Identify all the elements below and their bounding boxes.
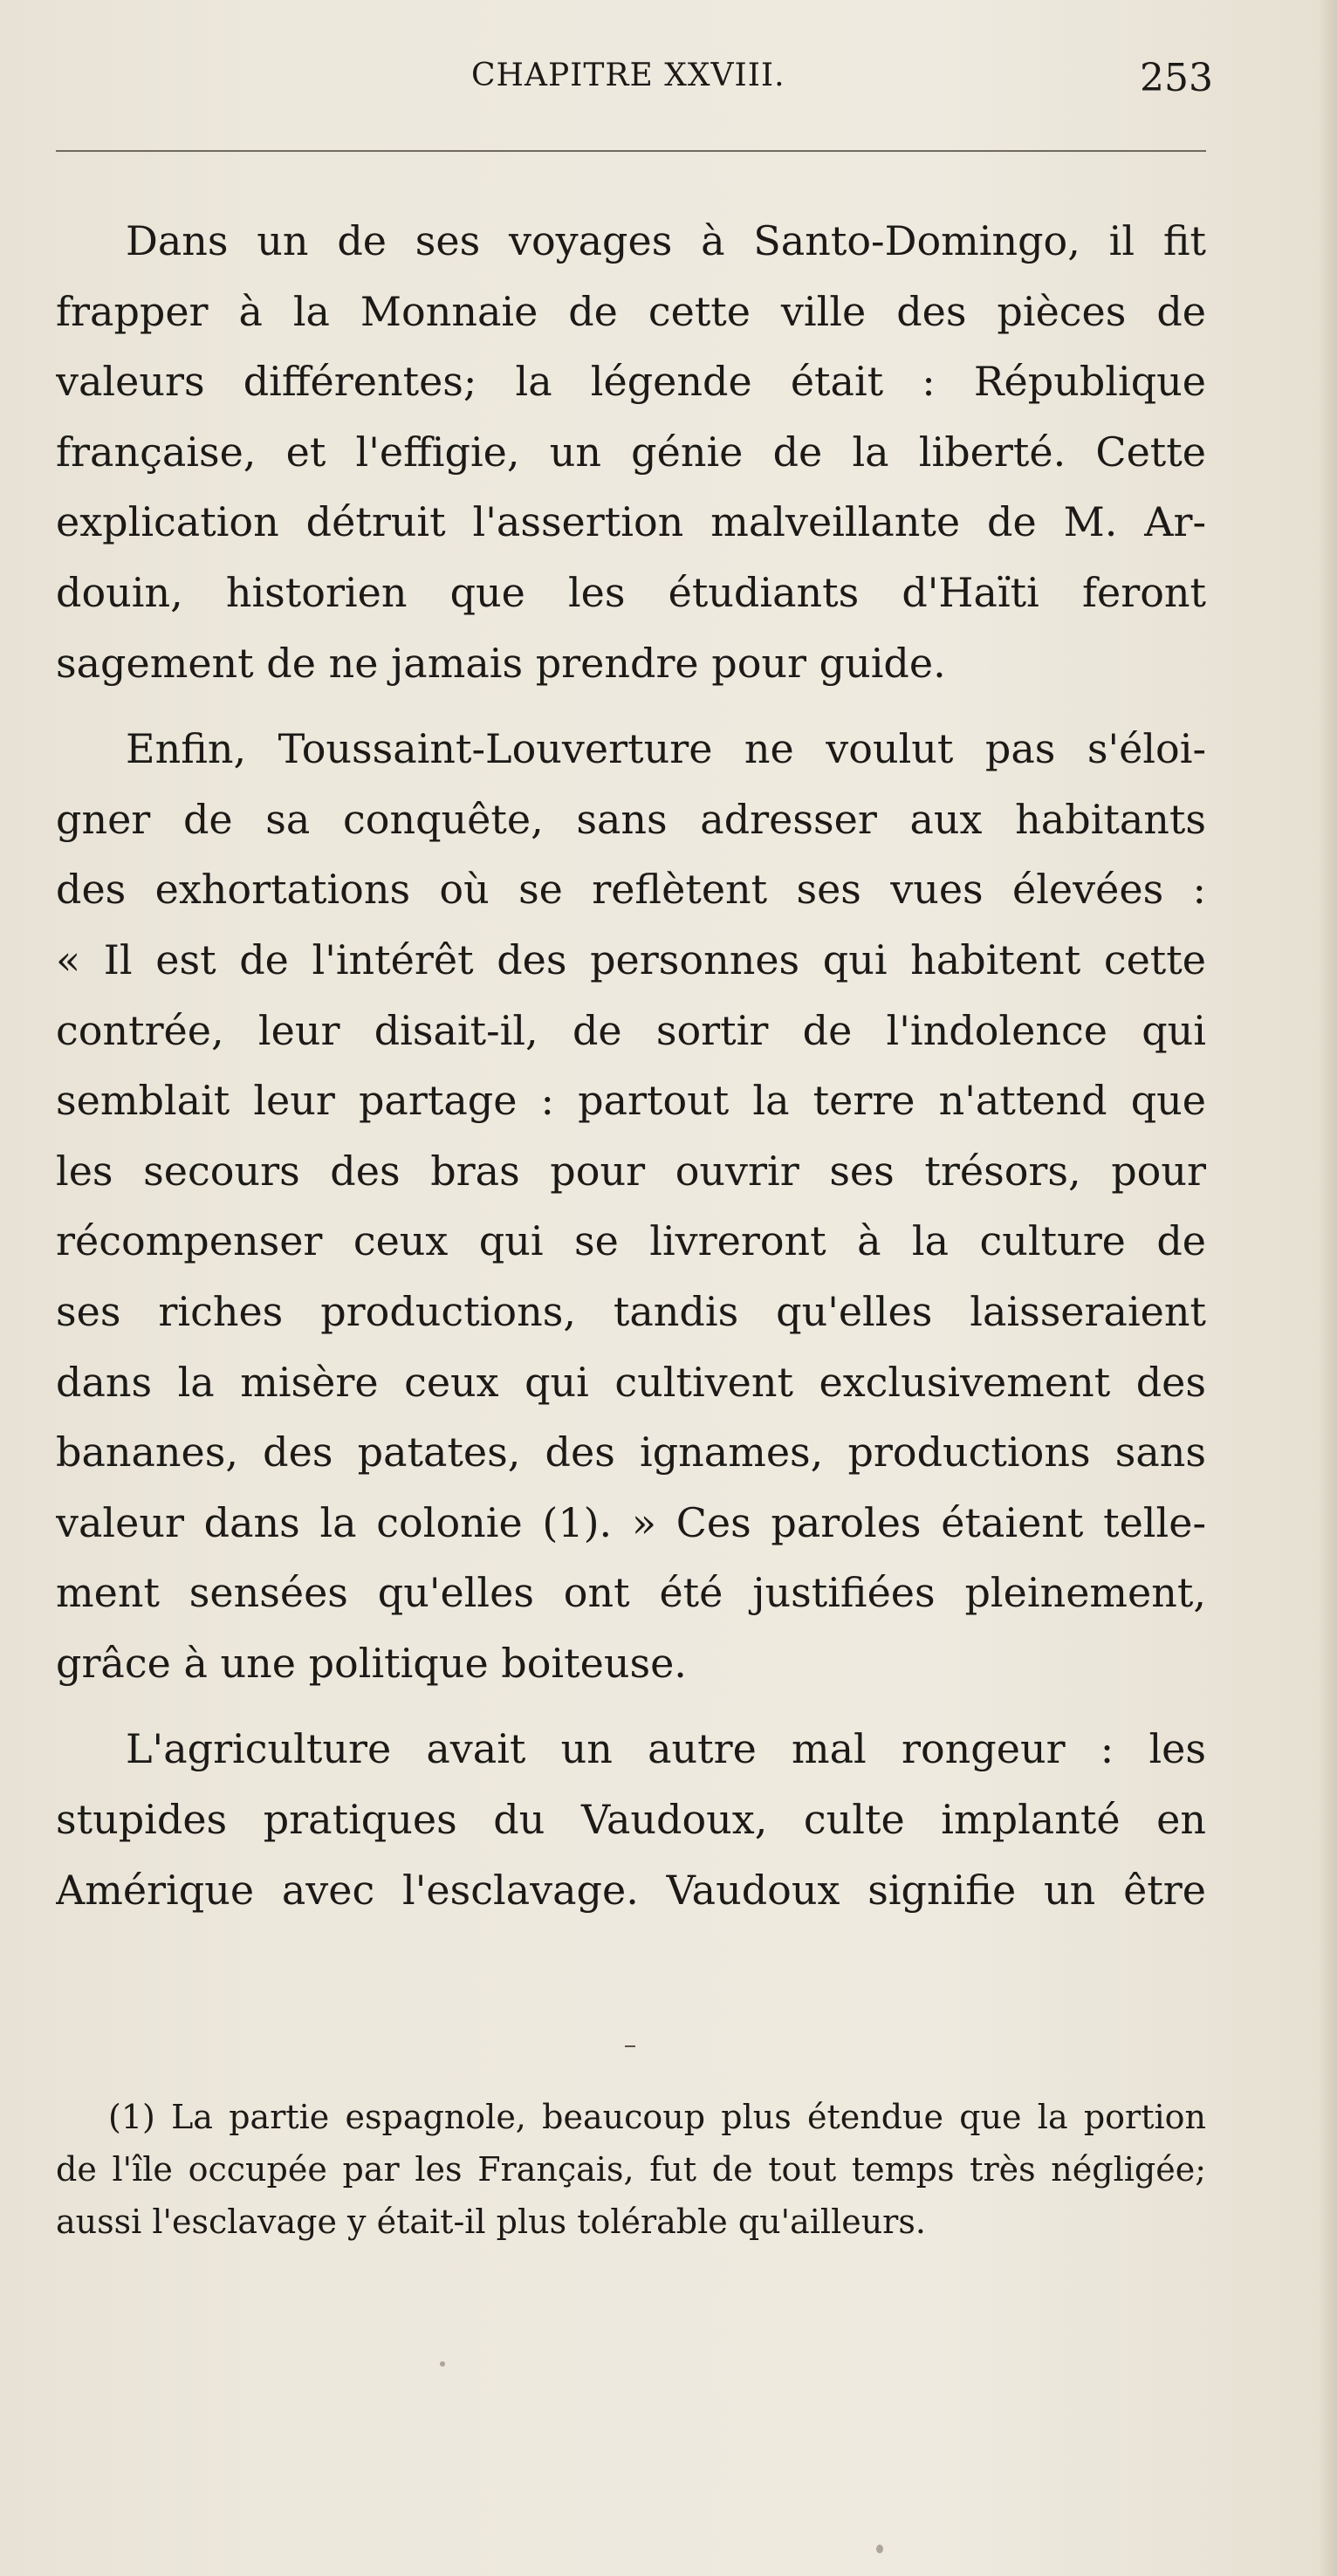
text-line: française, et l'effigie, un génie de la liberté. Cette: [56, 428, 1206, 476]
paragraph-1: [56, 206, 1206, 698]
footnote-line: de l'île occupée par les Français, fut de tout temps très négligée;: [56, 2150, 1206, 2189]
text-line: « Il est de l'intérêt des personnes qui habitent cette: [56, 935, 1206, 983]
text-line: valeur dans la colonie (1). » Ces paroles étaient telle-: [56, 1498, 1206, 1546]
text-line: récompenser ceux qui se livreront à la culture de: [56, 1217, 1206, 1265]
text-line: gner de sa conquête, sans adresser aux habitants: [56, 795, 1206, 843]
text-line: sagement de ne jamais prendre pour guide.: [56, 639, 946, 687]
footnote: [56, 2091, 1206, 2248]
text-line: frapper à la Monnaie de cette ville des pièces de: [56, 287, 1206, 335]
text-line: bananes, des patates, des ignames, productions sans: [56, 1428, 1206, 1476]
text-line: douin, historien que les étudiants d'Haïti feront: [56, 568, 1206, 616]
page-edge-shadow: [1318, 0, 1337, 2576]
text-line: L'agriculture avait un autre mal rongeur : les: [126, 1725, 1206, 1773]
footnote-line: aussi l'esclavage y était-il plus tolérable qu'ailleurs.: [56, 2203, 926, 2241]
text-line: dans la misère ceux qui cultivent exclusivement des: [56, 1358, 1206, 1406]
text-line: stupides pratiques du Vaudoux, culte implanté en: [56, 1796, 1206, 1844]
footnote-line: (1) La partie espagnole, beaucoup plus étendue que la portion: [108, 2098, 1206, 2136]
page-number: 253: [1140, 56, 1213, 100]
text-line: Amérique avec l'esclavage. Vaudoux signifie un être: [56, 1866, 1206, 1914]
paper-speck: [876, 2545, 883, 2553]
running-head: [56, 54, 1213, 115]
paragraph-3: [56, 1714, 1206, 1925]
text-line: contrée, leur disait-il, de sortir de l'indolence qui: [56, 1006, 1206, 1054]
text-line: grâce à une politique boiteuse.: [56, 1639, 687, 1687]
text-line: ses riches productions, tandis qu'elles laisseraient: [56, 1287, 1206, 1335]
footnote-separator: [625, 2045, 635, 2047]
text-line: ment sensées qu'elles ont été justifiées pleinement,: [56, 1569, 1206, 1617]
header-rule: [56, 150, 1206, 152]
text-line: des exhortations où se reflètent ses vues élevées :: [56, 866, 1206, 914]
paragraph-2: [56, 714, 1206, 1698]
chapter-title: CHAPITRE XXVIII.: [471, 58, 785, 93]
body-text: [56, 206, 1206, 1941]
paper-speck: [440, 2361, 445, 2367]
text-line: semblait leur partage : partout la terre n'attend que: [56, 1077, 1206, 1125]
text-line: explication détruit l'assertion malveillante de M. Ar-: [56, 498, 1206, 546]
text-line: les secours des bras pour ouvrir ses trésors, pour: [56, 1147, 1206, 1195]
text-line: valeurs différentes; la légende était : République: [56, 358, 1206, 406]
text-line: Enfin, Toussaint-Louverture ne voulut pas s'éloi-: [126, 725, 1206, 773]
text-line: Dans un de ses voyages à Santo-Domingo, il fit: [126, 217, 1206, 264]
